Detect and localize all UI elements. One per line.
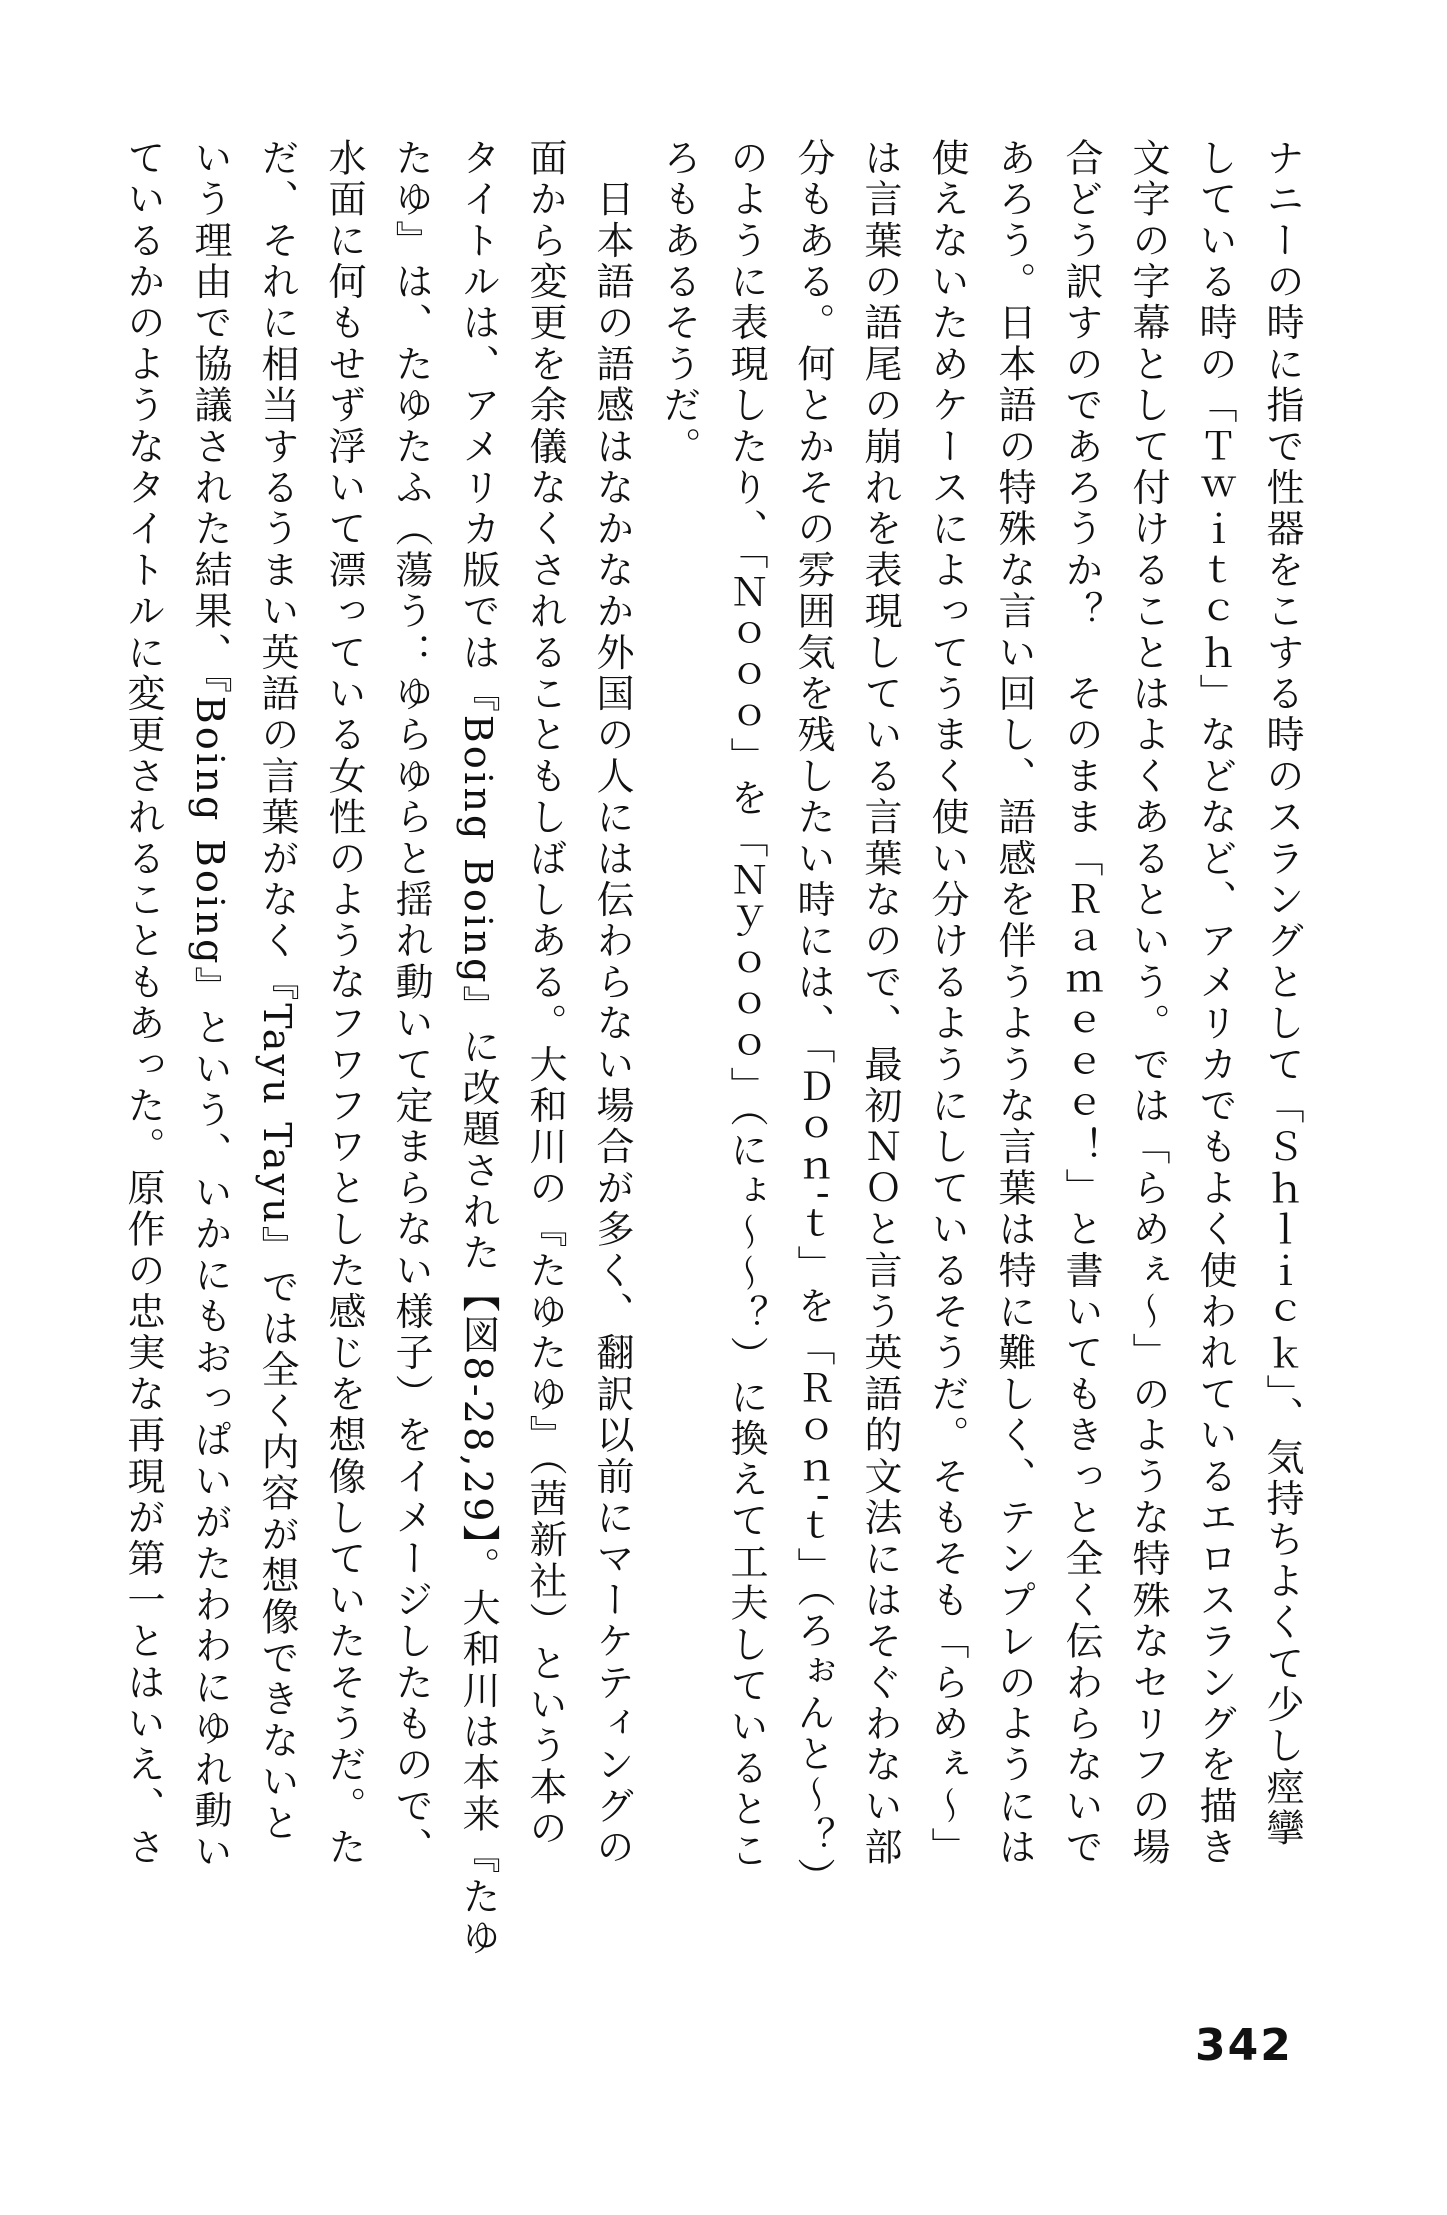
text-line: たゆ』は、たゆたふ（蕩う：ゆらゆらと揺れ動いて定まらない様子）をイメージしたもので、 <box>389 138 433 1869</box>
text-line: のように表現したり、「Ｎｏｏｏ」を「Ｎｙｏｏｏ」（にょ〜〜？）に換えて工夫しているとこ <box>724 138 768 1872</box>
text-line: している時の「Ｔｗｉｔｃｈ」などなど、アメリカでもよく使われているエロスラングを描き <box>1193 138 1237 1869</box>
text-line: あろう。日本語の特殊な言い回し、語感を伴うような言葉は特に難しく、テンプレのようには <box>992 138 1036 1869</box>
text-line: 合どう訳すのであろうか？ そのまま「Ｒａｍｅｅｅ！」と書いてもきっと全く伝わらないで <box>1059 138 1103 1869</box>
text-line: タイトルは、アメリカ版では『Boing Boing』に改題された【図8-28,29】。大和川は本来『たゆ <box>456 138 500 1959</box>
page-number: 342 <box>1195 2020 1293 2071</box>
text-line: いう理由で協議された結果、『Boing Boing』という、いかにもおっぱいがたわわにゆれ動い <box>188 138 232 1873</box>
text-line: だ、それに相当するうまい英語の言葉がなく『Tayu Tayu』では全く内容が想像できないと <box>255 138 299 1845</box>
text-line: 使えないためケースによってうまく使い分けるようにしているそうだ。そもそも「らめぇ〜」 <box>925 138 969 1869</box>
text-line: は言葉の語尾の崩れを表現している言葉なので、最初ＮＯと言う英語的文法にはそぐわない部 <box>858 138 902 1869</box>
text-line: 面から変更を余儀なくされることもしばしある。大和川の『たゆたゆ』（茜新社）という本の <box>523 138 567 1850</box>
text-line: ろもあるそうだ。 <box>657 138 701 468</box>
body-text <box>110 138 1315 1998</box>
text-line: 水面に何もせず浮いて漂っている女性のようなフワフワとした感じを想像していたそうだ。た <box>322 138 366 1869</box>
text-line: 文字の字幕として付けることはよくあるという。では「らめぇ〜」のような特殊なセリフの場 <box>1126 138 1170 1869</box>
text-line: ナニーの時に指で性器をこする時のスラングとして「Ｓｈｌｉｃｋ」、気持ちよくて少し痙攣 <box>1260 138 1304 1850</box>
text-line: 分もある。何とかその雰囲気を残したい時には、「Ｄｏｎ'ｔ」を「Ｒｏｎ'ｔ」（ろぉんと〜？） <box>791 138 835 1899</box>
text-line: ているかのようなタイトルに変更されることもあった。原作の忠実な再現が第一とはいえ、さ <box>121 138 165 1869</box>
text-line: 日本語の語感はなかなか外国の人には伝わらない場合が多く、翻訳以前にマーケティングの <box>590 138 634 1869</box>
